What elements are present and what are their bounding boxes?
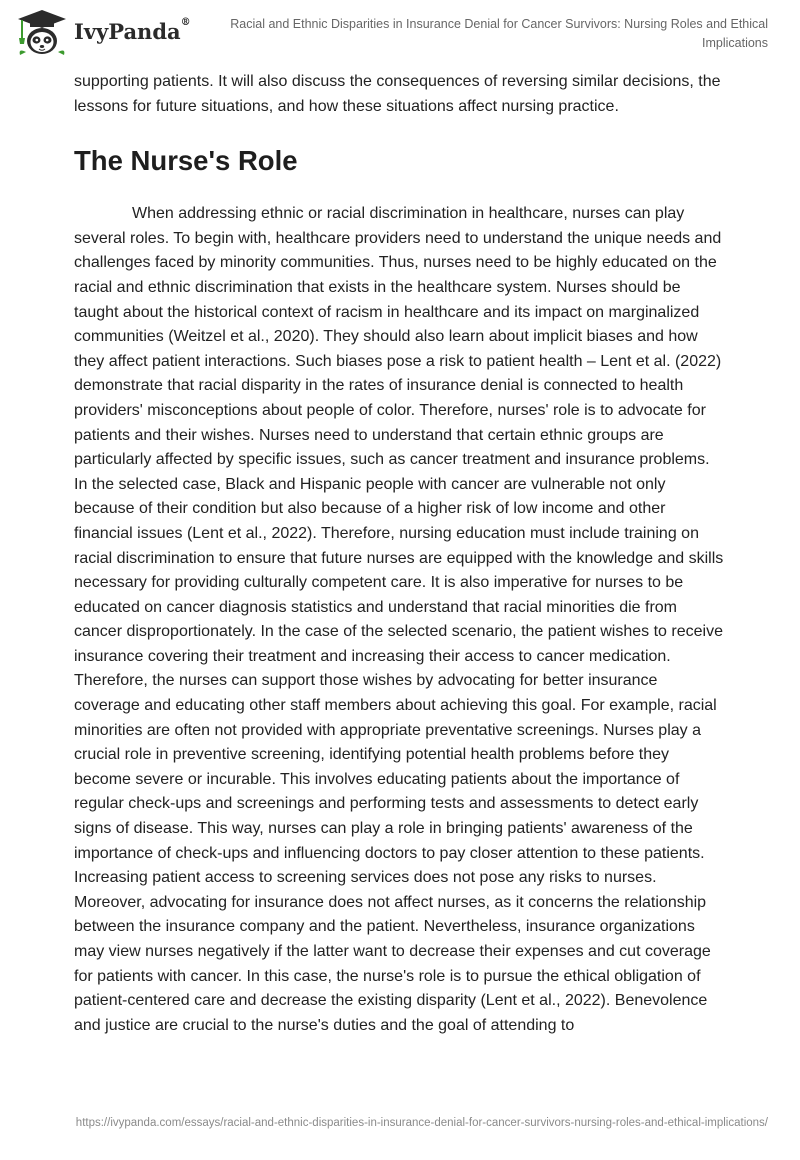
ivypanda-logo[interactable] [14,8,204,56]
source-url[interactable]: https://ivypanda.com/essays/racial-and-ethnic-disparities-in-insurance-denial-for-cancer-survivors-nursing-roles-and-ethical-implications/ [75,1117,768,1129]
document-title: Racial and Ethnic Disparities in Insurance Denial for Cancer Survivors: Nursing Roles and Ethical Implications [230,17,768,50]
page-header [0,0,800,60]
panda-graduate-icon [14,8,70,56]
section-heading: The Nurse's Role [74,145,298,177]
registered-mark: ® [180,17,191,28]
section-body-paragraph: When addressing ethnic or racial discrimination in healthcare, nurses can play several roles. To begin with, healthcare providers need to understand the unique needs and challenges faced by minority communities. Thus, nurses need to be highly educated on the racial and ethnic discrimination that exists in the healthcare system. Nurses should be taught about the historical context of racism in healthcare and its impact on marginalized communities (Weitzel et al., 2020). They should also learn about implicit biases and how they affect patient interactions. Such biases pose a risk to patient health – Lent et al. (2022) demonstrate that racial disparity in the rates of insurance denial is connected to health providers' misconceptions about people of color. Therefore, nurses' role is to advocate for patients and their wishes. Nurses need to understand that certain ethnic groups are particularly affected by specific issues, such as cancer treatment and insurance problems. In the selected case, Black and Hispanic people with cancer are vulnerable not only because of their condition but also because of a higher risk of low income and other financial issues (Lent et al., 2022). Therefore, nursing education must include training on racial discrimination to ensure that future nurses are equipped with the knowledge and skills necessary for providing culturally competent care. It is also imperative for nurses to be educated on cancer diagnosis statistics and understand that racial minorities die from cancer disproportionately. In the case of the selected scenario, the patient wishes to receive insurance covering their treatment and increasing their access to cancer medication. Therefore, the nurses can support those wishes by advocating for better insurance coverage and educating other staff members about achieving this goal. For example, racial minorities are often not provided with appropriate preventative screenings. Nurses play a crucial role in preventive screening, identifying potential health problems before they become severe or incurable. This involves educating patients about the importance of regular check-ups and screenings and performing tests and assessments to detect early signs of disease. This way, nurses can play a role in bringing patients' awareness of the importance of check-ups and influencing doctors to pay closer attention to these patients. Increasing patient access to screening services does not pose any risks to nurses. Moreover, advocating for insurance does not affect nurses, as it concerns the relationship between the insurance company and the patient. Nevertheless, insurance organizations may view nurses negatively if the latter want to decrease their expenses and cut coverage for patients with cancer. In this case, the nurse's role is to pursue the ethical obligation of patient-centered care and decrease the existing disparity (Lent et al., 2022). Benevolence and justice are crucial to the nurse's duties and the goal of attending to [74,205,724,1034]
intro-paragraph-continuation: supporting patients. It will also discuss the consequences of reversing similar decisions, the lessons for future situations, and how these situations affect nursing practice. [74,73,721,115]
essay-content [74,70,726,1038]
logo-wordmark: IvyPanda® [74,17,191,44]
